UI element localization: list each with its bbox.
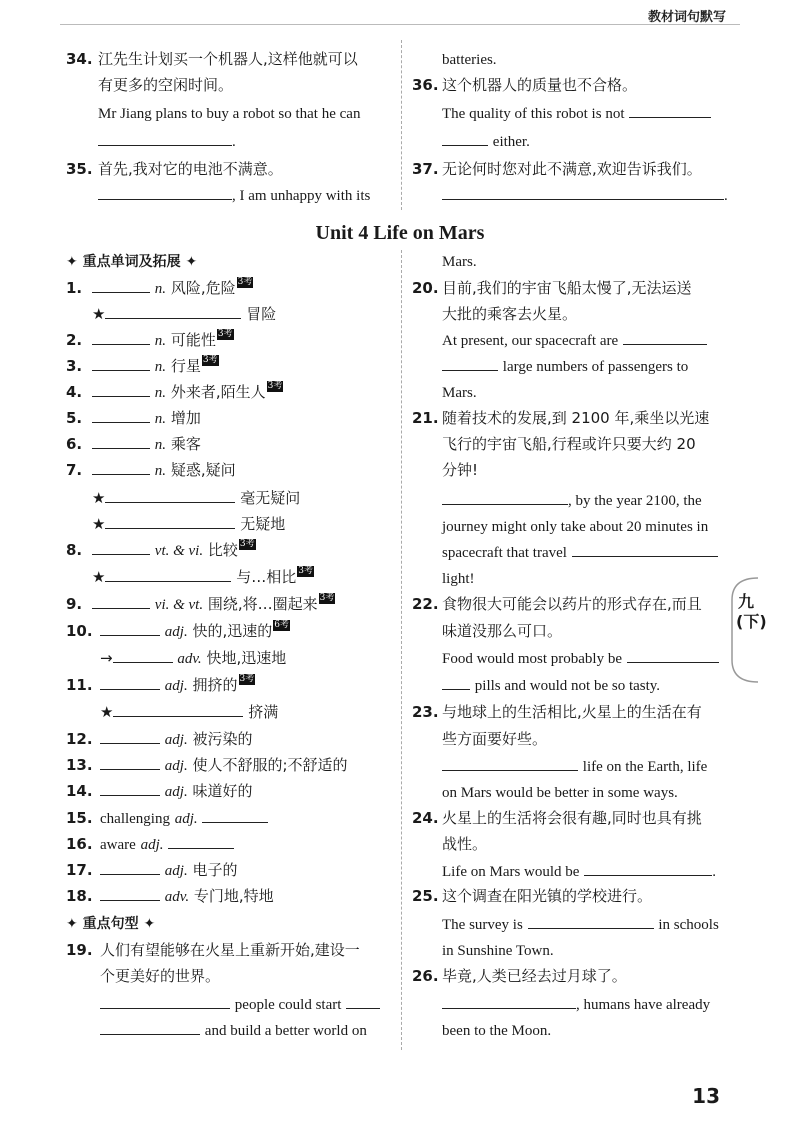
item-21-cn2: 飞行的宇宙飞船,行程或许只要大约 20 (442, 435, 696, 453)
item-35-cn: 35. 首先,我对它的电池不满意。 (66, 160, 283, 178)
vocab-9[interactable]: 9. vi. & vt. 围绕,将…圈起来 3考 (66, 593, 335, 613)
item-34-en: Mr Jiang plans to buy a robot so that he can (98, 106, 361, 122)
item-20-cn2: 大批的乘客去火星。 (442, 305, 578, 323)
item-20-cn1: 20. 目前,我们的宇宙飞船太慢了,无法运送 (412, 279, 692, 297)
vocab-18[interactable]: 18. adv. 专门地,特地 (66, 887, 274, 905)
item-23-cn1: 23. 与地球上的生活相比,火星上的生活在有 (412, 703, 702, 721)
item-25-en2: in Sunshine Town. (442, 943, 554, 959)
item-24-cn2: 战性。 (442, 835, 488, 853)
item-23-cn2: 些方面要好些。 (442, 730, 548, 748)
item-36-en2[interactable]: either. (442, 130, 530, 153)
vocab-7-star2[interactable]: ★ 无疑地 (92, 515, 286, 533)
vocab-8-star[interactable]: ★ 与…相比 3考 (92, 566, 313, 586)
side-tab (728, 570, 767, 690)
item-23-en2: on Mars would be better in some ways. (442, 785, 678, 801)
item-35-en[interactable]: , I am unhappy with its (98, 184, 370, 207)
item-21-en1[interactable]: , by the year 2100, the (442, 489, 702, 512)
item-21-en3[interactable]: spacecraft that travel (442, 541, 718, 564)
item-26-en1[interactable]: , humans have already (442, 993, 710, 1016)
page-number: 13 (692, 1084, 720, 1108)
column-divider-bottom (401, 250, 402, 1050)
item-36-en1[interactable]: The quality of this robot is not (442, 102, 711, 125)
item-20-en2[interactable]: large numbers of passengers to (442, 355, 688, 378)
item-34-cont: batteries. (442, 52, 497, 68)
vocab-7-star1[interactable]: ★ 毫无疑问 (92, 489, 301, 507)
unit-title: Unit 4 Life on Mars (315, 222, 485, 244)
item-19-cn2: 个更美好的世界。 (100, 967, 221, 985)
item-21-cn3: 分钟! (442, 461, 479, 479)
vocab-17[interactable]: 17. adj. 电子的 (66, 861, 238, 879)
vocab-10-arrow[interactable]: → adv. 快地,迅速地 (100, 649, 287, 667)
vocab-13[interactable]: 13. adj. 使人不舒服的;不舒适的 (66, 756, 348, 774)
vocab-5[interactable]: 5. n. 增加 (66, 409, 201, 427)
item-21-en4: light! (442, 571, 475, 587)
vocab-7[interactable]: 7. n. 疑惑,疑问 (66, 461, 236, 479)
item-37-blank[interactable]: . (442, 184, 728, 207)
item-19-en2[interactable]: and build a better world on (100, 1019, 367, 1042)
item-20-en1[interactable]: At present, our spacecraft are (442, 329, 707, 352)
item-22-en2[interactable]: pills and would not be so tasty. (442, 674, 660, 697)
section-sentences: ✦ 重点句型 ✦ (66, 916, 156, 932)
item-21-cn1: 21. 随着技术的发展,到 2100 年,乘坐以光速 (412, 409, 710, 427)
item-24-en1[interactable]: Life on Mars would be . (442, 860, 716, 883)
item-34-cn1: 34. 江先生计划买一个机器人,这样他就可以 (66, 50, 358, 68)
item-23-en1[interactable]: life on the Earth, life (442, 755, 707, 778)
side-tab-label: 九(下) (736, 592, 767, 631)
item-19-en1[interactable]: people could start (100, 993, 380, 1016)
vocab-11[interactable]: 11. adj. 拥挤的 3考 (66, 674, 255, 694)
item-26-cn1: 26. 毕竟,人类已经去过月球了。 (412, 967, 627, 985)
item-36-cn: 36. 这个机器人的质量也不合格。 (412, 76, 638, 94)
vocab-6[interactable]: 6. n. 乘客 (66, 435, 201, 453)
vocab-12[interactable]: 12. adj. 被污染的 (66, 730, 253, 748)
item-25-cn1: 25. 这个调查在阳光镇的学校进行。 (412, 887, 653, 905)
column-divider-top (401, 40, 402, 210)
item-26-en2: been to the Moon. (442, 1023, 552, 1039)
item-20-en3: Mars. (442, 385, 477, 401)
item-22-cn2: 味道没那么可口。 (442, 622, 563, 640)
vocab-4[interactable]: 4. n. 外来者,陌生人 3考 (66, 381, 283, 401)
vocab-16[interactable]: 16. aware adj. (66, 833, 234, 856)
header-rule (60, 24, 740, 25)
item-24-cn1: 24. 火星上的生活将会很有趣,同时也具有挑 (412, 809, 702, 827)
item-25-en1[interactable]: The survey is in schools (442, 913, 719, 936)
item-37-cn: 37. 无论何时您对此不满意,欢迎告诉我们。 (412, 160, 702, 178)
vocab-8[interactable]: 8. vt. & vi. 比较 3考 (66, 539, 255, 559)
item-34-blank[interactable]: . (98, 130, 236, 153)
vocab-11-star[interactable]: ★ 挤满 (100, 703, 279, 721)
vocab-3[interactable]: 3. n. 行星 3考 (66, 355, 218, 375)
item-34-cn2: 有更多的空闲时间。 (98, 76, 234, 94)
header-title: 教材词句默写 (647, 10, 726, 25)
section-vocab: ✦ 重点单词及拓展 ✦ (66, 254, 198, 270)
item-19-cont: Mars. (442, 254, 477, 270)
item-21-en2: journey might only take about 20 minutes in (442, 519, 709, 535)
vocab-15[interactable]: 15. challenging adj. (66, 807, 268, 830)
vocab-14[interactable]: 14. adj. 味道好的 (66, 782, 253, 800)
vocab-2[interactable]: 2. n. 可能性 3考 (66, 329, 233, 349)
item-19-cn1: 19. 人们有望能够在火星上重新开始,建设一 (66, 941, 360, 959)
item-22-cn1: 22. 食物很大可能会以药片的形式存在,而且 (412, 595, 702, 613)
vocab-1-star[interactable]: ★ 冒险 (92, 305, 277, 323)
vocab-10[interactable]: 10. adj. 快的,迅速的 6考 (66, 620, 289, 640)
vocab-1[interactable]: 1. n. 风险,危险 3考 (66, 277, 253, 297)
item-22-en1[interactable]: Food would most probably be (442, 647, 719, 670)
